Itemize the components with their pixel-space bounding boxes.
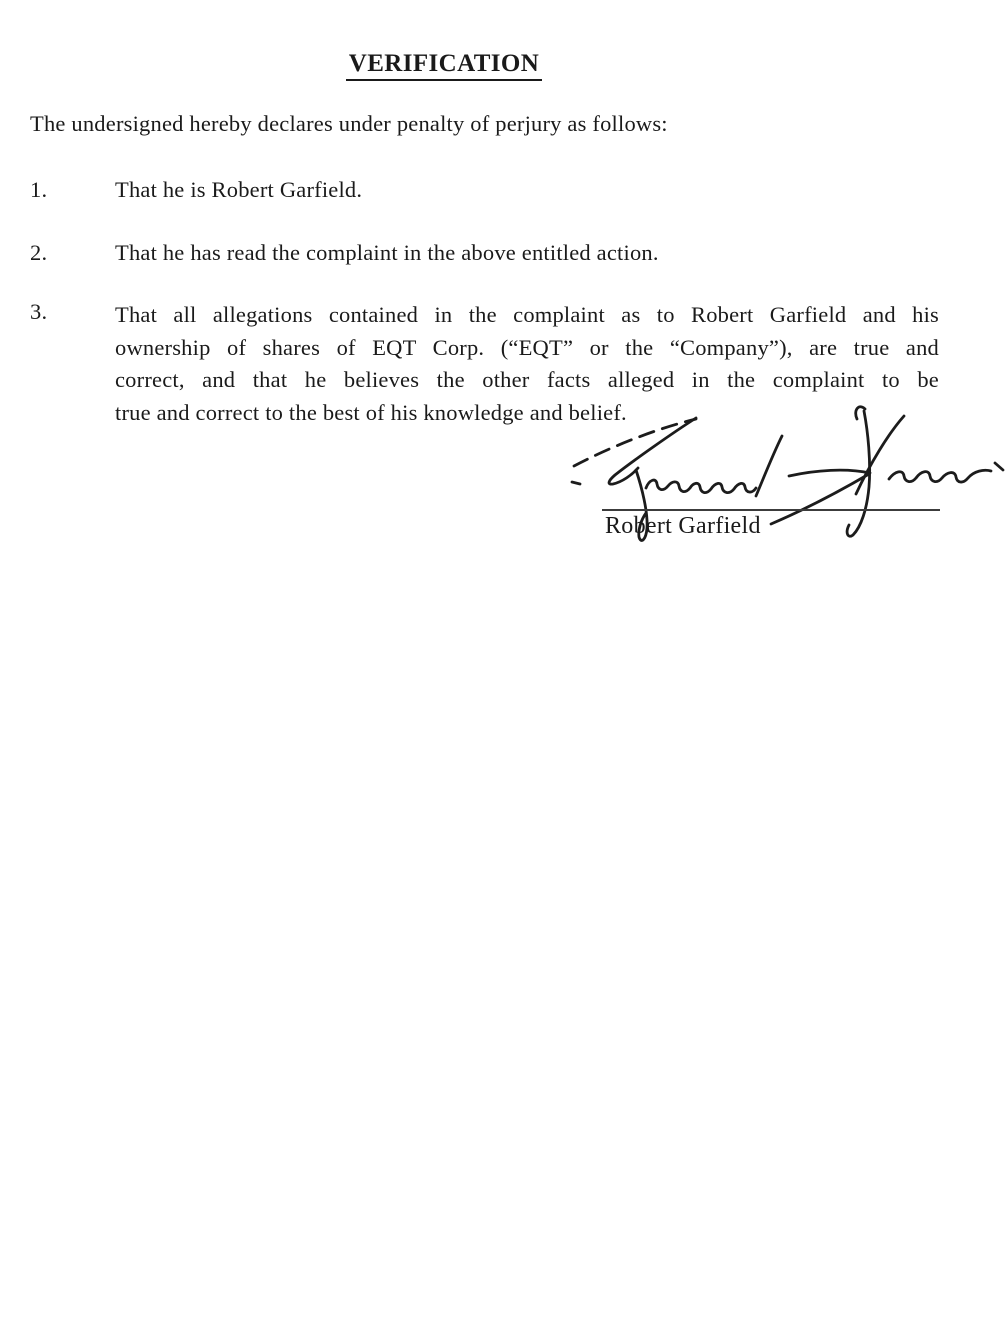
signature-line [602, 509, 940, 511]
page-title [0, 50, 888, 81]
signer-name: Robert Garfield [605, 513, 761, 539]
item-text: That he has read the complaint in the above entitled action. [115, 240, 659, 265]
item-text-line: true and correct to the best of his knowledge and belief. [115, 399, 627, 425]
verification-heading: VERIFICATION [346, 50, 542, 81]
intro-paragraph: The undersigned hereby declares under penalty of perjury as follows: [30, 111, 668, 136]
item-number: 2. [30, 240, 48, 265]
item-text-line: That all allegations contained in the complaint as to Robert Garfield and his [115, 302, 939, 327]
item-text-line: ownership of shares of EQT Corp. (“EQT” or the “Company”), are true and [115, 334, 939, 360]
item-text: That he is Robert Garfield. [115, 177, 363, 202]
item-number: 1. [30, 177, 48, 202]
item-text-line: correct, and that he believes the other facts alleged in the complaint to be [115, 367, 939, 392]
item-number: 3. [30, 299, 48, 324]
